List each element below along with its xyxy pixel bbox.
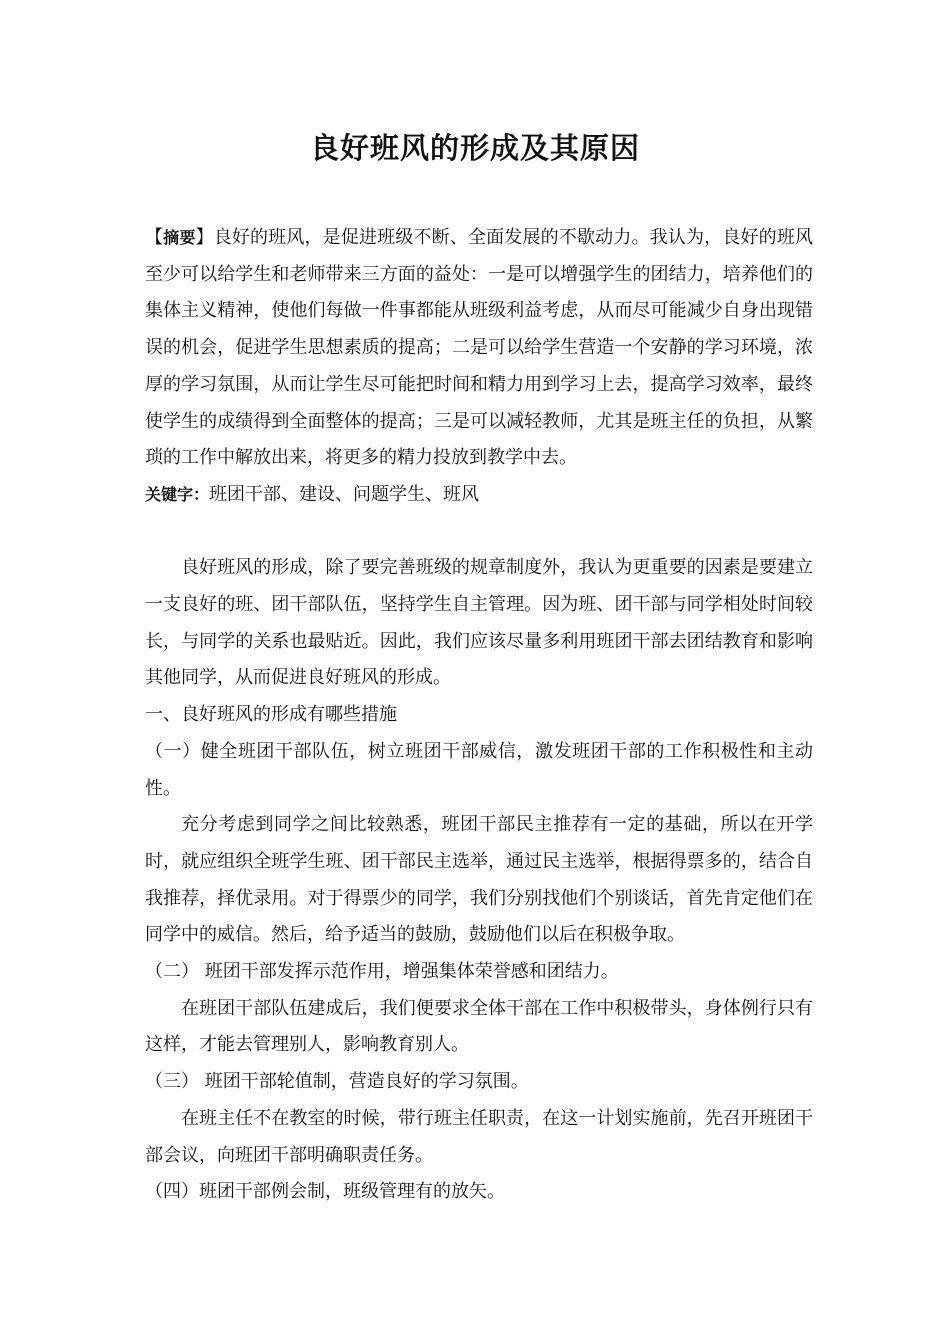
abstract-label: 摘要 bbox=[163, 228, 196, 247]
subsection-1-heading: （一）健全班团干部队伍，树立班团干部威信，激发班团干部的工作积极性和主动性。 bbox=[145, 740, 813, 799]
subsection-2-heading: （二） 班团干部发挥示范作用，增强集体荣誉感和团结力。 bbox=[145, 961, 619, 983]
abstract-paragraph bbox=[145, 220, 813, 477]
keywords-paragraph bbox=[145, 477, 813, 514]
intro-paragraph: 良好班风的形成，除了要完善班级的规章制度外，我认为更重要的因素是要建立一支良好的班、团干部队伍，坚持学生自主管理。因为班、团干部与同学相处时间较长，与同学的关系也最贴近。因此，我们应该尽量多利用班团干部去团结教育和影响其他同学，从而促进良好班风的形成。 bbox=[145, 557, 813, 689]
subsection-3-body: 在班主任不在教室的时候，带行班主任职责，在这一计划实施前，先召开班团干部会议，向班团干部明确职责任务。 bbox=[145, 1107, 813, 1166]
abstract-label-open: 【 bbox=[145, 227, 164, 248]
subsection-2-body: 在班团干部队伍建成后，我们便要求全体干部在工作中积极带头，身体例行只有这样，才能去管理别人，影响教育别人。 bbox=[145, 997, 813, 1056]
abstract-text: 良好的班风，是促进班级不断、全面发展的不歇动力。我认为，良好的班风至少可以给学生和老师带来三方面的益处：一是可以增强学生的团结力，培养他们的集体主义精神，使他们每做一件事都能从班级利益考虑，从而尽可能减少自身出现错误的机会，促进学生思想素质的提高；二是可以给学生营造一个安静的学习环境，浓厚的学习氛围，从而让学生尽可能把时间和精力用到学习上去，提高学习效率，最终使学生的成绩得到全面整体的提高；三是可以减轻教师，尤其是班主任的负担，从繁琐的工作中解放出来，将更多的精力投放到教学中去。 bbox=[145, 227, 814, 469]
subsection-4-heading: （四）班团干部例会制，班级管理有的放矢。 bbox=[145, 1181, 505, 1203]
subsection-3-heading: （三） 班团干部轮值制，营造良好的学习氛围。 bbox=[145, 1071, 529, 1093]
abstract-label-close: 】 bbox=[195, 227, 214, 248]
document-body bbox=[145, 220, 813, 1211]
subsection-1-body: 充分考虑到同学之间比较熟悉，班团干部民主推荐有一定的基础，所以在开学时，就应组织全班学生班、团干部民主选举，通过民主选举，根据得票多的，结合自我推荐，择优录用。对于得票少的同学，我们分别找他们个别谈话，首先肯定他们在同学中的威信。然后，给予适当的鼓励，鼓励他们以后在积极争取。 bbox=[145, 814, 813, 946]
paragraph-gap bbox=[145, 514, 813, 551]
page-title: 良好班风的形成及其原因 bbox=[309, 131, 640, 165]
keywords-text: 班团干部、建设、问题学生、班风 bbox=[209, 483, 480, 505]
keywords-label: 关键字： bbox=[145, 484, 210, 504]
section-1-heading: 一、良好班风的形成有哪些措施 bbox=[145, 704, 397, 726]
